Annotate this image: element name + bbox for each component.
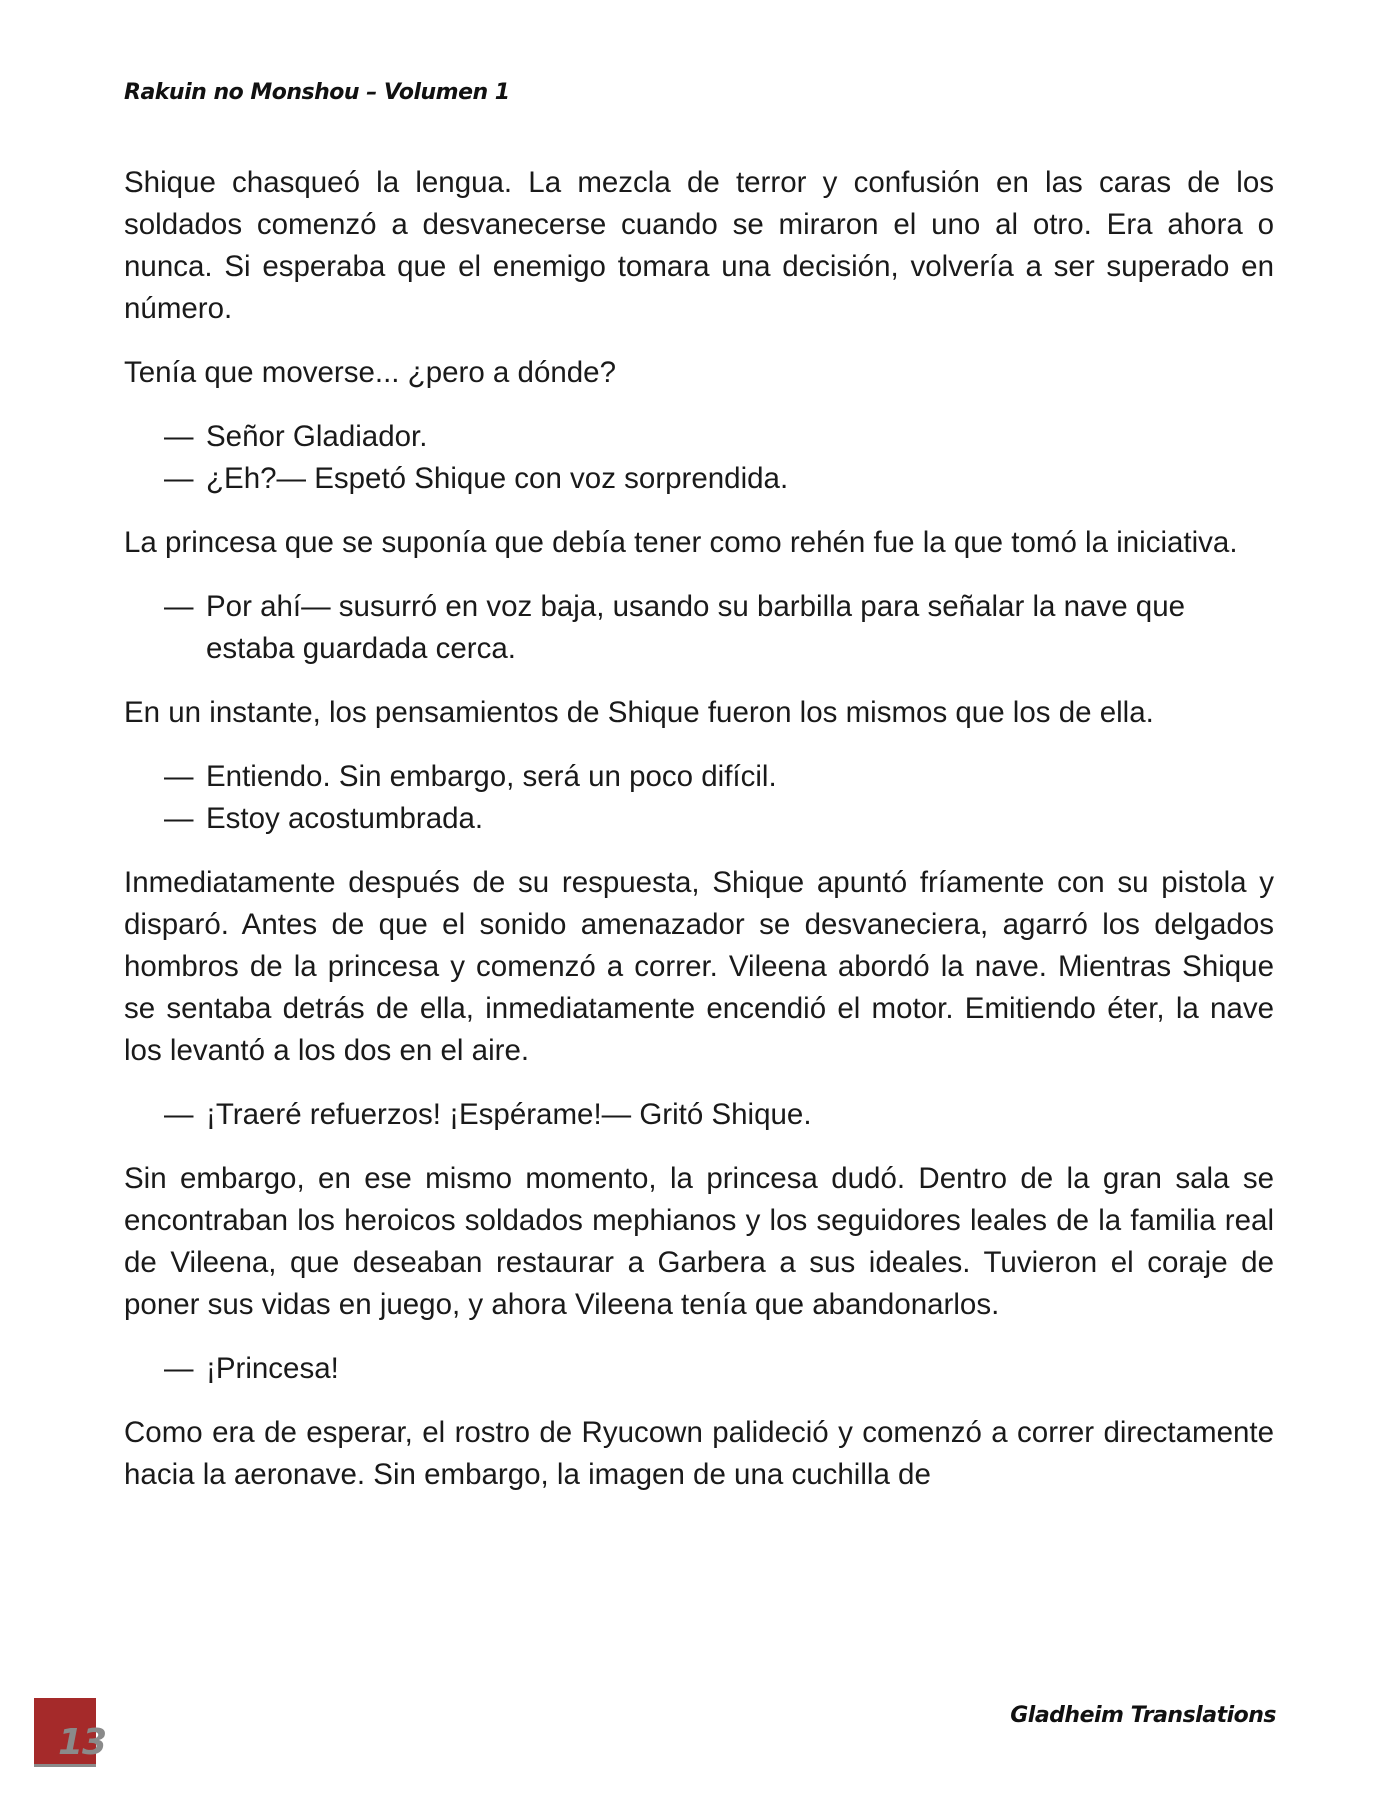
paragraph: Como era de esperar, el rostro de Ryucown palideció y comenzó a correr directamente hacia la aeronave. Sin embargo, la imagen de una cuchilla de	[124, 1416, 1274, 1491]
dialogue-text: ¡Princesa!	[206, 1352, 339, 1385]
dialogue-text: Por ahí— susurró en voz baja, usando su barbilla para señalar la nave que estaba guardada cerca.	[206, 590, 1186, 665]
running-header: Rakuin no Monshou – Volumen 1	[124, 80, 510, 105]
dialogue-text: ¡Traeré refuerzos! ¡Espérame!— Gritó Shique.	[206, 1098, 812, 1131]
dialogue-line	[124, 1348, 1274, 1390]
dialogue-block	[124, 1348, 1274, 1390]
dialogue-dash: —	[164, 1352, 194, 1385]
dialogue-block	[124, 1094, 1274, 1136]
paragraph: En un instante, los pensamientos de Shique fueron los mismos que los de ella.	[124, 696, 1154, 729]
paragraph: La princesa que se suponía que debía tener como rehén fue la que tomó la iniciativa.	[124, 526, 1238, 559]
dialogue-line	[124, 1094, 1274, 1136]
dialogue-line	[124, 458, 1274, 500]
paragraph: Inmediatamente después de su respuesta, Shique apuntó fríamente con su pistola y disparó. Antes de que el sonido amenazador se desvaneciera, agarró los delgados hombros de la princesa y comenzó a correr. Vileena abordó la nave. Mientras Shique se sentaba detrás de ella, inmediatamente encendió el motor. Emitiendo éter, la nave los levantó a los dos en el aire.	[124, 866, 1274, 1067]
footer-credit: Gladheim Translations	[1010, 1703, 1276, 1728]
dialogue-line	[124, 798, 1274, 840]
dialogue-line	[124, 756, 1274, 798]
dialogue-block	[124, 756, 1274, 840]
page-number: 13	[58, 1722, 107, 1763]
page-number-underline	[34, 1764, 96, 1767]
paragraph: Shique chasqueó la lengua. La mezcla de terror y confusión en las caras de los soldados comenzó a desvanecerse cuando se miraron el uno al otro. Era ahora o nunca. Si esperaba que el enemigo tomara una decisión, volvería a ser superado en número.	[124, 166, 1274, 325]
dialogue-line	[124, 416, 1274, 458]
dialogue-dash: —	[164, 420, 194, 453]
dialogue-dash: —	[164, 462, 194, 495]
dialogue-block	[124, 416, 1274, 500]
dialogue-dash: —	[164, 590, 194, 623]
dialogue-dash: —	[164, 802, 194, 835]
dialogue-dash: —	[164, 760, 194, 793]
dialogue-text: Estoy acostumbrada.	[206, 802, 484, 835]
dialogue-text: Señor Gladiador.	[206, 420, 428, 453]
dialogue-text: ¿Eh?— Espetó Shique con voz sorprendida.	[206, 462, 789, 495]
dialogue-line	[124, 586, 1274, 670]
body-text	[124, 162, 1274, 1518]
paragraph: Tenía que moverse... ¿pero a dónde?	[124, 356, 616, 389]
dialogue-block	[124, 586, 1274, 670]
dialogue-dash: —	[164, 1098, 194, 1131]
dialogue-text: Entiendo. Sin embargo, será un poco difícil.	[206, 760, 777, 793]
paragraph: Sin embargo, en ese mismo momento, la princesa dudó. Dentro de la gran sala se encontraban los heroicos soldados mephianos y los seguidores leales de la familia real de Vileena, que deseaban restaurar a Garbera a sus ideales. Tuvieron el coraje de poner sus vidas en juego, y ahora Vileena tenía que abandonarlos.	[124, 1162, 1274, 1321]
